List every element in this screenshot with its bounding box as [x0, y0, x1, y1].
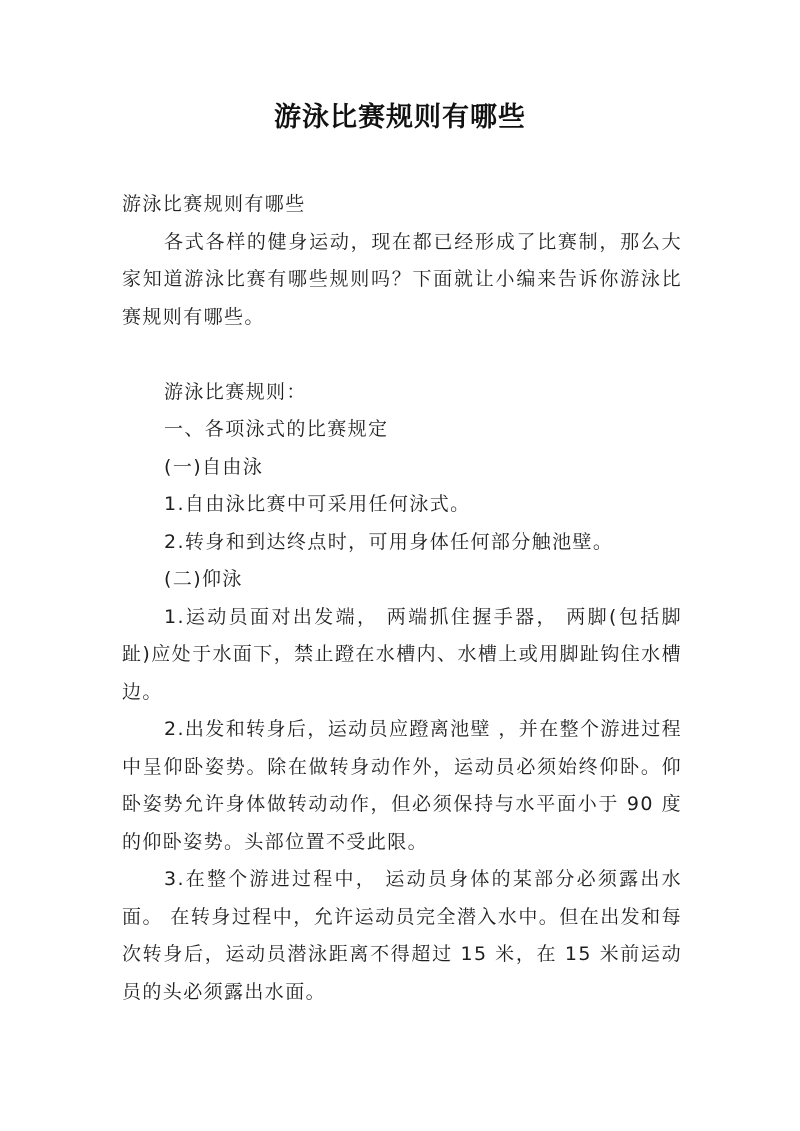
- document-body: [122, 186, 682, 1011]
- rules-heading: 游泳比赛规则：: [164, 380, 307, 403]
- paragraph-spacer: [122, 336, 682, 374]
- backstroke-rule-3: 3.在整个游进过程中， 运动员身体的某部分必须露出水面。 在转身过程中，允许运动员完全潜入水中。但在出发和每次转身后，运动员潜泳距离不得超过 15 米，在 15 米前运动员的头必须露出水面。: [122, 868, 682, 1003]
- freestyle-rule-1: 1.自由泳比赛中可采用任何泳式。: [164, 493, 471, 515]
- backstroke-rule-2: 2.出发和转身后，运动员应蹬离池壁 ，并在整个游进过程中呈仰卧姿势。除在做转身动作外，运动员必须始终仰卧。仰卧姿势允许身体做转动动作，但必须保持与水平面小于 90 度的仰卧姿势。头部位置不受此限。: [122, 718, 682, 853]
- subsection-heading-freestyle: (一)自由泳: [164, 455, 264, 478]
- subsection-heading-backstroke: (二)仰泳: [164, 568, 243, 590]
- intro-paragraph: 各式各样的健身运动，现在都已经形成了比赛制，那么大家知道游泳比赛有哪些规则吗？下面就让小编来告诉你游泳比赛规则有哪些。: [122, 230, 682, 328]
- body-heading: 游泳比赛规则有哪些: [122, 193, 306, 215]
- freestyle-rule-2: 2.转身和到达终点时，可用身体任何部分触池壁。: [164, 530, 614, 553]
- document-title: 游泳比赛规则有哪些: [274, 102, 526, 133]
- backstroke-rule-1: 1.运动员面对出发端， 两端抓住握手器， 两脚(包括脚趾)应处于水面下，禁止蹬在水槽内、水槽上或用脚趾钩住水槽边。: [122, 605, 682, 703]
- section-heading-stroke-rules: 一、各项泳式的比赛规定: [164, 418, 389, 440]
